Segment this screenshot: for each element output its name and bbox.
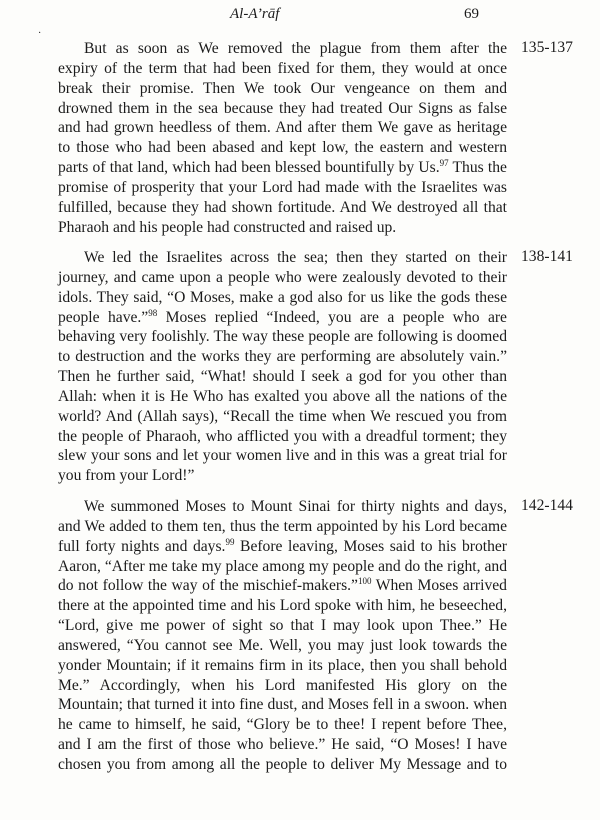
text-line: promise of prosperity that your Lord had made with the Israelites was <box>58 178 507 196</box>
text-segment: parts of that land, which had been blessed bountifully by Us. <box>58 159 440 177</box>
text-segment: do not follow the way of the mischief-makers.” <box>58 577 358 595</box>
text-line: Mountain; that turned it into fine dust, and Moses fell in a swoon. when <box>58 696 507 714</box>
text-line <box>58 576 507 596</box>
text-segment: people have.” <box>58 308 149 326</box>
text-line: and We added to them ten, thus the term appointed by his Lord became <box>58 517 507 535</box>
text-line: expiry of the term that had been fixed for them, they would at once <box>58 59 507 77</box>
text-line: drowned them in the sea because they had treated Our Signs as false <box>58 99 507 117</box>
text-line: he came to himself, he said, “Glory be to thee! I repent before Thee, <box>58 716 507 734</box>
text-line: Then he further said, “What! should I seek a god for you other than <box>58 368 507 386</box>
text-line: and had grown heedless of them. And after them We gave as heritage <box>58 119 507 137</box>
text-line: world? And (Allah says), “Recall the time when We rescued you from <box>58 407 507 425</box>
text-line <box>58 537 507 557</box>
text-line: journey, and came upon a people who were zealously devoted to their <box>58 268 507 286</box>
paragraph-138-141 <box>58 248 507 486</box>
footnote-marker[interactable]: 100 <box>357 576 372 587</box>
text-segment: Before leaving, Moses said to his brother <box>234 537 507 555</box>
text-line: slew your sons and let your women live and in this was a great trial for <box>58 447 507 465</box>
text-line: fulfilled, because they had shown fortitude. And We destroyed all that <box>58 198 507 216</box>
text-line: break their promise. Then We took Our vengeance on them and <box>58 79 507 97</box>
text-segment: full forty nights and days. <box>58 537 226 555</box>
verse-reference: 138-141 <box>521 248 573 265</box>
footnote-marker[interactable]: 97 <box>439 158 449 169</box>
text-line: Pharaoh and his people had constructed and raised up. <box>58 218 397 236</box>
text-line: We summoned Moses to Mount Sinai for thirty nights and days, <box>84 498 507 515</box>
verse-reference: 135-137 <box>521 39 573 56</box>
footnote-marker[interactable]: 98 <box>148 307 158 318</box>
text-line: We led the Israelites across the sea; then they started on their <box>84 249 507 266</box>
text-line: idols. They said, “O Moses, make a god also for us like the gods these <box>58 288 507 306</box>
text-segment: Thus the <box>448 159 507 177</box>
text-line: chosen you from among all the people to deliver My Message and to <box>58 755 507 773</box>
text-line: “Lord, give me power of sight so that I may look upon Thee.” He <box>58 617 507 635</box>
text-line: to destruction and the works they are performing are absolutely vain.” <box>58 348 507 366</box>
print-speck: · <box>38 28 42 39</box>
text-line: you from your Lord!” <box>58 467 195 485</box>
paragraph-142-144 <box>58 497 507 775</box>
text-line: the people of Pharaoh, who afflicted you with a dreadful torment; they <box>58 427 507 445</box>
text-line <box>58 158 507 178</box>
text-line: Allah: when it is He Who has exalted you above all the nations of the <box>58 387 507 405</box>
text-line: Aaron, “After me take my place among my people and do the right, and <box>58 557 507 575</box>
paragraph-135-137 <box>58 39 507 237</box>
page-number: 69 <box>464 6 479 22</box>
text-line: answered, “You cannot see Me. Well, you may just look towards the <box>58 636 507 654</box>
text-line: yonder Mountain; if it remains firm in its place, then you shall behold <box>58 656 507 674</box>
text-segment: When Moses arrived <box>371 577 507 595</box>
text-line: But as soon as We removed the plague from them after the <box>84 40 507 57</box>
text-line: there at the appointed time and his Lord spoke with him, he beseeched, <box>58 597 507 615</box>
text-line <box>58 308 507 328</box>
text-line: to those who had been abased and kept low, the eastern and western <box>58 139 507 157</box>
footnote-marker[interactable]: 99 <box>225 536 235 547</box>
running-header-title: Al-A’rāf <box>230 6 280 22</box>
text-line: Me.” Accordingly, when his Lord manifested His glory on the <box>58 676 507 694</box>
text-line: and I am the first of those who believe.” He said, “O Moses! I have <box>58 736 507 754</box>
verse-reference: 142-144 <box>521 497 573 514</box>
text-line: behaving very foolishly. The way these people are following is doomed <box>58 328 507 346</box>
text-segment: Moses replied “Indeed, you are a people who are <box>157 308 507 326</box>
